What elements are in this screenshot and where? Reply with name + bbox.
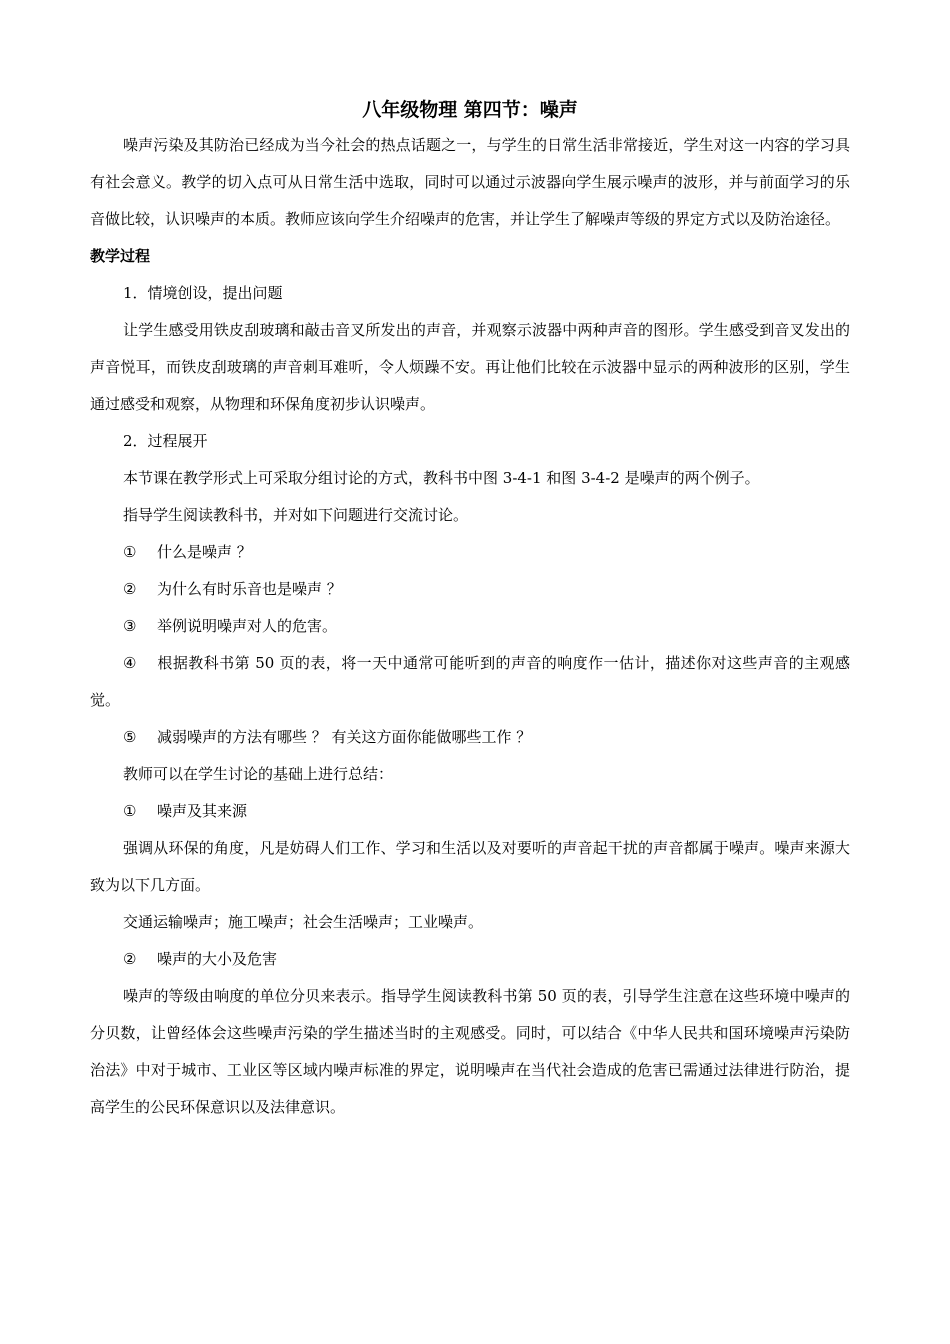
question-item	[90, 534, 850, 571]
point1-number: ①	[123, 802, 137, 820]
step1-heading: 1．情境创设，提出问题	[123, 284, 283, 302]
question-number: ②	[123, 580, 137, 598]
point2-number: ②	[123, 950, 137, 968]
question-text: 举例说明噪声对人的危害。	[157, 617, 338, 635]
document-page	[90, 96, 850, 1126]
document-title: 八年级物理 第四节：噪声	[362, 99, 578, 121]
question-item	[90, 608, 850, 645]
point1-paragraph: 强调从环保的角度，凡是妨碍人们工作、学习和生活以及对要听的声音起干扰的声音都属于噪声。噪声来源大致为以下几方面。	[90, 839, 850, 894]
question-item	[90, 719, 850, 756]
question-text: 什么是噪声 ？	[157, 543, 252, 561]
question-text: 根据教科书第 50 页的表，将一天中通常可能听到的声音的响度作一估计，描述你对这些声音的主观感觉。	[90, 654, 850, 709]
point1-heading	[90, 793, 850, 830]
point1-heading-text: 噪声及其来源	[157, 802, 248, 820]
point2-heading-text: 噪声的大小及危害	[157, 950, 278, 968]
summary-intro: 教师可以在学生讨论的基础上进行总结：	[123, 765, 394, 783]
question-number: ③	[123, 617, 137, 635]
noise-sources: 交通运输噪声；施工噪声；社会生活噪声；工业噪声。	[123, 913, 484, 931]
point2-heading	[90, 941, 850, 978]
question-number: ④	[123, 654, 137, 672]
step2-paragraph-2: 指导学生阅读教科书，并对如下问题进行交流讨论。	[123, 506, 469, 524]
question-number: ①	[123, 543, 137, 561]
step2-paragraph-1: 本节课在教学形式上可采取分组讨论的方式，教科书中图 3-4-1 和图 3-4-2 是噪声的两个例子。	[123, 469, 760, 487]
question-number: ⑤	[123, 728, 137, 746]
intro-paragraph: 噪声污染及其防治已经成为当今社会的热点话题之一，与学生的日常生活非常接近，学生对这一内容的学习具有社会意义。教学的切入点可从日常生活中选取，同时可以通过示波器向学生展示噪声的波形，并与前面学习的乐音做比较，认识噪声的本质。教师应该向学生介绍噪声的危害，并让学生了解噪声等级的界定方式以及防治途径。	[90, 136, 850, 228]
section-heading: 教学过程	[90, 247, 151, 265]
point2-paragraph: 噪声的等级由响度的单位分贝来表示。指导学生阅读教科书第 50 页的表，引导学生注意在这些环境中噪声的分贝数，让曾经体会这些噪声污染的学生描述当时的主观感受。同时，可以结合《中华人民共和国环境噪声污染防治法》中对于城市、工业区等区域内噪声标准的界定，说明噪声在当代社会造成的危害已需通过法律进行防治，提高学生的公民环保意识以及法律意识。	[90, 987, 850, 1116]
question-item	[90, 571, 850, 608]
question-text: 为什么有时乐音也是噪声 ？	[157, 580, 342, 598]
step2-heading: 2．过程展开	[123, 432, 208, 450]
step1-paragraph: 让学生感受用铁皮刮玻璃和敲击音叉所发出的声音，并观察示波器中两种声音的图形。学生感受到音叉发出的声音悦耳，而铁皮刮玻璃的声音刺耳难听，令人烦躁不安。再让他们比较在示波器中显示的两种波形的区别，学生通过感受和观察，从物理和环保角度初步认识噪声。	[90, 321, 850, 413]
question-text: 减弱噪声的方法有哪些 ？ 有关这方面你能做哪些工作 ？	[157, 728, 532, 746]
question-item	[90, 645, 850, 719]
